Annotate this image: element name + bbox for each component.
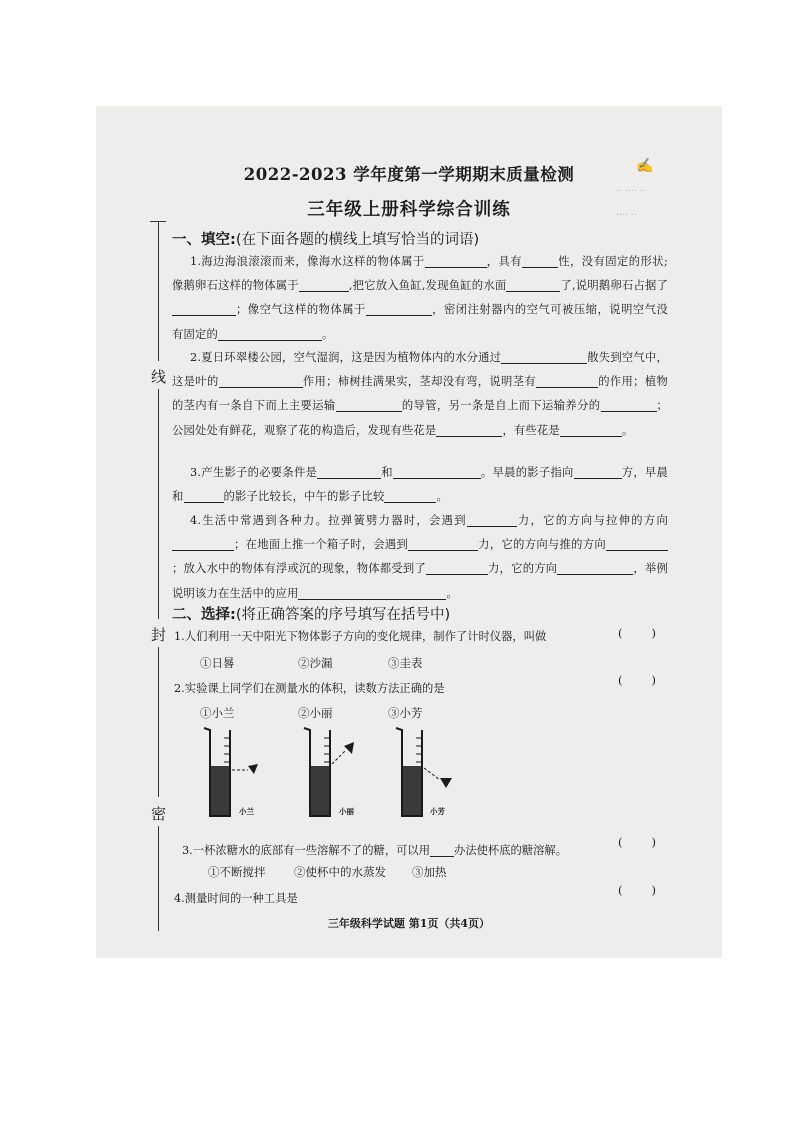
eye-icon	[344, 742, 354, 754]
binding-mark-mi: 密	[151, 805, 167, 823]
section1-heading-instruction: (在下面各题的横线上填写恰当的词语)	[235, 232, 480, 248]
bleed-through-mark: ‥ ‥‥ ‥	[616, 184, 646, 194]
choice-question-3: 3.一杯浓糖水的底部有一些溶解不了的糖，可以用 办法使杯底的糖溶解。	[182, 844, 567, 857]
choice-option[interactable]: ③加热	[412, 865, 447, 879]
answer-blank[interactable]	[601, 397, 657, 412]
answer-blank[interactable]	[219, 373, 303, 388]
choice-option[interactable]: ①小兰	[200, 706, 235, 720]
cylinder-label: 小兰	[239, 807, 254, 816]
answer-parenthesis[interactable]: ( )	[618, 835, 658, 849]
exam-subtitle: 三年级上册科学综合训练	[307, 200, 511, 220]
exam-paper	[96, 106, 722, 958]
section2-heading-instruction: (将正确答案的序号填写在括号中)	[235, 607, 451, 623]
choice-option[interactable]: ②使杯中的水蒸发	[294, 865, 386, 879]
fill-question-2: 2.夏日环翠楼公园，空气湿润，这是因为植物体内的水分通过 散失到空气中，这是叶的 作用；柿树挂满果实，茎却没有弯，说明茎有 的作用；植物的茎内有一条自下而上主要运输 的导管，另一条是自上而下运输养分的 ；公园处处有鲜花，观察了花的构造后，发现有些花是 ，有些花是 。	[172, 351, 668, 437]
answer-blank[interactable]	[172, 301, 236, 316]
answer-blank[interactable]	[393, 464, 481, 479]
answer-blank[interactable]	[408, 536, 478, 551]
cylinder-label: 小丽	[339, 807, 354, 816]
answer-blank[interactable]	[299, 277, 349, 292]
answer-blank[interactable]	[317, 464, 381, 479]
binding-line	[158, 389, 159, 619]
cylinder-xiaolan	[204, 728, 258, 816]
answer-blank[interactable]	[560, 422, 622, 437]
answer-blank[interactable]	[606, 536, 668, 551]
cylinder-xiaoli	[304, 728, 354, 816]
choice-option[interactable]: ②沙漏	[298, 656, 333, 670]
answer-blank[interactable]	[425, 253, 487, 268]
answer-blank[interactable]	[366, 301, 432, 316]
cylinder-label: 小芳	[430, 807, 445, 816]
answer-blank[interactable]	[426, 560, 488, 575]
bleed-through-mark: ✍	[636, 158, 654, 174]
choice-option[interactable]: ①不断搅拌	[208, 865, 266, 879]
answer-blank[interactable]	[536, 373, 598, 388]
answer-parenthesis[interactable]: ( )	[618, 626, 658, 640]
answer-blank[interactable]	[467, 512, 517, 527]
choice-question-1: 1.人们利用一天中阳光下物体影子方向的变化规律，制作了计时仪器，叫做	[174, 630, 547, 643]
choice-question-4: 4.测量时间的一种工具是	[174, 892, 298, 905]
answer-blank[interactable]	[574, 464, 622, 479]
answer-blank[interactable]	[384, 488, 436, 503]
section2-heading	[172, 603, 450, 624]
fill-question-1: 1.海边海浪滚滚而来，像海水这样的物体属于 ，具有 性，没有固定的形状;像鹅卵石这样的物体属于 ,把它放入鱼缸,发现鱼缸的水面 了,说明鹅卵石占据了；像空气这样的物体属于 ，密闭注射器内的空气可被压缩，说明空气没有固定的 。	[172, 255, 669, 341]
eye-icon	[440, 778, 452, 788]
section2-heading-label: 二、选择:	[172, 607, 236, 623]
answer-blank[interactable]	[430, 842, 454, 857]
choice-option[interactable]: ③小芳	[388, 706, 423, 720]
fill-question-3: 3.产生影子的必要条件是 和 。早晨的影子指向 方，早晨和 的影子比较长，中午的影子比较 。	[172, 466, 668, 504]
cylinder-xiaofang	[396, 728, 452, 816]
fill-question-4: 4.生活中常遇到各种力。拉弹簧劈力器时，会遇到 力，它的方向与拉伸的方向；在地面上推一个箱子时，会遇到 力，它的方向与推的方向；放入水中的物体有浮或沉的现象，物体都受到了 力，它的方向 ，举例说明该力在生活中的应用 。	[172, 514, 668, 600]
bleed-through-mark: ‥‥ ‥	[616, 208, 637, 218]
binding-line	[158, 647, 159, 797]
answer-blank[interactable]	[522, 253, 558, 268]
answer-blank[interactable]	[436, 422, 502, 437]
choice-option[interactable]: ③圭表	[388, 656, 423, 670]
section1-heading-label: 一、填空:	[172, 232, 236, 248]
answer-parenthesis[interactable]: ( )	[618, 673, 658, 687]
choice-question-2: 2.实验课上同学们在测量水的体积，读数方法正确的是	[174, 682, 445, 695]
answer-blank[interactable]	[501, 349, 587, 364]
answer-blank[interactable]	[298, 585, 446, 600]
answer-parenthesis[interactable]: ( )	[618, 883, 658, 897]
choice-option[interactable]: ②小丽	[298, 706, 333, 720]
answer-blank[interactable]	[184, 488, 224, 503]
answer-blank[interactable]	[506, 277, 560, 292]
binding-mark-xian: 线	[151, 368, 167, 386]
page-footer: 三年级科学试题 第1页（共4页）	[327, 917, 491, 930]
answer-blank[interactable]	[172, 536, 234, 551]
answer-blank[interactable]	[336, 397, 402, 412]
answer-blank[interactable]	[557, 560, 633, 575]
binding-mark-feng: 封	[151, 626, 167, 644]
exam-title: 2022-2023 学年度第一学期期末质量检测	[243, 165, 575, 184]
answer-blank[interactable]	[218, 326, 322, 341]
binding-line	[158, 221, 159, 361]
eye-icon	[248, 764, 258, 774]
choice-option[interactable]: ①日晷	[200, 656, 235, 670]
section1-heading	[172, 228, 479, 249]
